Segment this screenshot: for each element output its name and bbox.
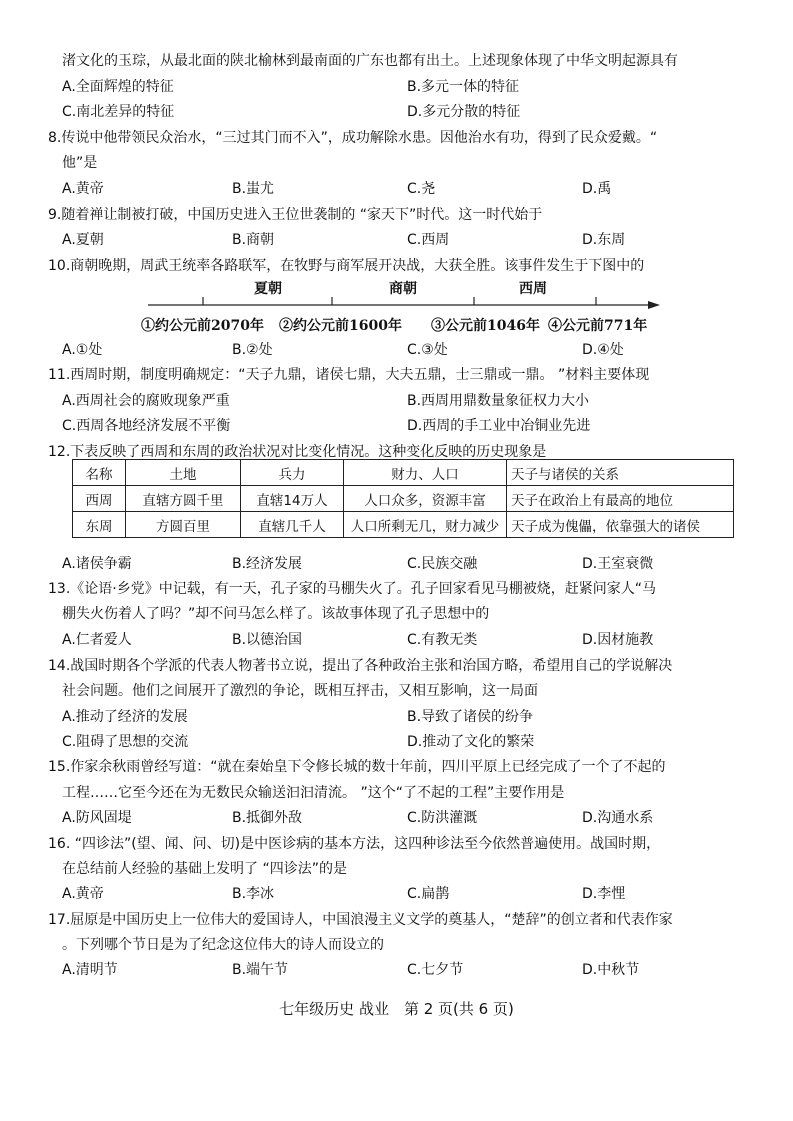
q10-option-c[interactable]: C.③处 [407, 342, 448, 358]
table-cell: 天子成为傀儡，依靠强大的诸侯 [507, 512, 734, 538]
q15-option-c[interactable]: C.防洪灌溉 [407, 810, 478, 826]
q12-option-b[interactable]: B.经济发展 [232, 556, 303, 572]
q9-option-c[interactable]: C.西周 [407, 232, 450, 248]
q13-option-d[interactable]: D.因材施教 [582, 632, 654, 648]
q17-stem-line1: 17.屈原是中国历史上一位伟大的爱国诗人，中国浪漫主义文学的奠基人，“楚辞”的创立者和代表作家 [48, 912, 673, 928]
q16-stem-line1: 16. “四诊法”(望、闻、问、切)是中医诊病的基本方法，这四种诊法至今依然普遍使用。战国时期， [48, 836, 661, 852]
q12-option-d[interactable]: D.王室衰微 [582, 556, 654, 572]
q9-option-a[interactable]: A.夏朝 [62, 232, 104, 248]
table-cell: 天子在政治上有最高的地位 [507, 486, 734, 512]
table-header-cell: 兵力 [241, 460, 344, 486]
q10-option-b[interactable]: B.②处 [232, 342, 273, 358]
q7-option-b[interactable]: B.多元一体的特征 [407, 79, 520, 95]
q17-stem-line2: 。下列哪个节日是为了纪念这位伟大的诗人而设立的 [62, 937, 384, 953]
q7-option-c[interactable]: C.南北差异的特征 [62, 104, 175, 120]
q9-option-b[interactable]: B.商朝 [232, 232, 275, 248]
table-cell: 直辖14万人 [241, 486, 344, 512]
q7-option-d[interactable]: D.多元分散的特征 [407, 104, 521, 120]
q7-stem-end: 渚文化的玉琮，从最北面的陕北榆林到最南面的广东也都有出土。上述现象体现了中华文明起源具有 [62, 53, 678, 69]
q14-option-c[interactable]: C.阻碍了思想的交流 [62, 734, 189, 750]
q17-option-c[interactable]: C.七夕节 [407, 962, 464, 978]
q15-stem-line2: 工程……它至今还在为无数民众输送汩汩清流。 ”这个“了不起的工程”主要作用是 [62, 785, 565, 801]
table-row [73, 486, 734, 512]
q16-option-b[interactable]: B.李冰 [232, 886, 275, 902]
q14-option-a[interactable]: A.推动了经济的发展 [62, 709, 188, 725]
q8-option-d[interactable]: D.禹 [582, 181, 612, 197]
page-footer: 七年级历史 战业 第 2 页(共 6 页) [279, 1000, 514, 1018]
q13-option-c[interactable]: C.有教无类 [407, 632, 478, 648]
q16-stem-line2: 在总结前人经验的基础上发明了 “四诊法”的是 [62, 861, 347, 877]
q15-stem-line1: 15.作家余秋雨曾经写道：“就在秦始皇下令修长城的数十年前，四川平原上已经完成了一个了不起的 [48, 759, 666, 775]
q9-stem: 9.随着禅让制被打破，中国历史进入王位世袭制的 “家天下”时代。这一时代始于 [48, 207, 543, 223]
q13-stem-line2: 棚失火伤着人了吗？”却不问马怎么样了。该故事体现了孔子思想中的 [62, 606, 490, 622]
q14-option-d[interactable]: D.推动了文化的繁荣 [407, 734, 535, 750]
timeline-label-xia: 夏朝 [254, 281, 282, 297]
q16-option-a[interactable]: A.黄帝 [62, 886, 104, 902]
timeline-point-4: ④公元前771年 [548, 318, 648, 334]
q12-stem: 12.下表反映了西周和东周的政治状况对比变化情况。这种变化反映的历史现象是 [48, 444, 547, 460]
table-cell: 东周 [73, 512, 126, 538]
table-row [73, 512, 734, 538]
q15-option-a[interactable]: A.防风固堤 [62, 810, 132, 826]
table-header-cell: 天子与诸侯的关系 [507, 460, 734, 486]
timeline-label-shang: 商朝 [389, 281, 417, 297]
timeline-point-3: ③公元前1046年 [431, 318, 540, 334]
timeline-point-2: ②约公元前1600年 [279, 318, 402, 334]
q11-option-a[interactable]: A.西周社会的腐败现象严重 [62, 393, 230, 409]
table-header-cell: 名称 [73, 460, 126, 486]
timeline-label-western-zhou: 西周 [519, 281, 547, 297]
q17-option-b[interactable]: B.端午节 [232, 962, 289, 978]
q9-option-d[interactable]: D.东周 [582, 232, 626, 248]
q11-option-c[interactable]: C.西周各地经济发展不平衡 [62, 418, 231, 434]
q11-option-b[interactable]: B.西周用鼎数量象征权力大小 [407, 393, 590, 409]
table-cell: 人口众多，资源丰富 [344, 486, 507, 512]
table-cell: 直辖方圆千里 [126, 486, 241, 512]
table-header-row [73, 460, 734, 486]
q15-option-d[interactable]: D.沟通水系 [582, 810, 654, 826]
q14-option-b[interactable]: B.导致了诸侯的纷争 [407, 709, 534, 725]
q8-stem-line2: 他”是 [62, 155, 98, 171]
q10-option-d[interactable]: D.④处 [582, 342, 624, 358]
q13-stem-line1: 13.《论语·乡党》中记载，有一天，孔子家的马棚失火了。孔子回家看见马棚被烧，赶紧问家人“马 [48, 581, 656, 597]
q15-option-b[interactable]: B.抵御外敌 [232, 810, 303, 826]
q8-option-b[interactable]: B.蚩尤 [232, 181, 275, 197]
table-header-cell: 土地 [126, 460, 241, 486]
table-cell: 直辖几千人 [241, 512, 344, 538]
q11-option-d[interactable]: D.西周的手工业中冶铜业先进 [407, 418, 591, 434]
q13-option-a[interactable]: A.仁者爱人 [62, 632, 132, 648]
q10-stem: 10.商朝晚期，周武王统率各路联军，在牧野与商军展开决战，大获全胜。该事件发生于下图中的 [48, 258, 645, 274]
q12-option-a[interactable]: A.诸侯争霸 [62, 556, 132, 572]
q17-option-d[interactable]: D.中秋节 [582, 962, 640, 978]
q14-stem-line2: 社会问题。他们之间展开了激烈的争论，既相互抨击，又相互影响，这一局面 [62, 683, 538, 699]
comparison-table [72, 459, 734, 538]
q14-stem-line1: 14.战国时期各个学派的代表人物著书立说，提出了各种政治主张和治国方略，希望用自己的学说解决 [48, 658, 673, 674]
table-cell: 方圆百里 [126, 512, 241, 538]
q16-option-d[interactable]: D.李悝 [582, 886, 626, 902]
q8-stem-line1: 8.传说中他带领民众治水，“三过其门而不入”，成功解除水患。因他治水有功，得到了民众爱戴。“ [48, 130, 658, 146]
timeline-point-1: ①约公元前2070年 [141, 318, 264, 334]
table-cell: 西周 [73, 486, 126, 512]
q7-option-a[interactable]: A.全面辉煌的特征 [62, 79, 174, 95]
q11-stem: 11.西周时期，制度明确规定：“天子九鼎，诸侯七鼎，大夫五鼎，士三鼎或一鼎。 ”材料主要体现 [48, 367, 650, 383]
q8-option-a[interactable]: A.黄帝 [62, 181, 104, 197]
table-cell: 人口所剩无几，财力减少 [344, 512, 507, 538]
q10-option-a[interactable]: A.①处 [62, 342, 103, 358]
q17-option-a[interactable]: A.清明节 [62, 962, 118, 978]
q8-option-c[interactable]: C.尧 [407, 181, 436, 197]
q16-option-c[interactable]: C.扁鹊 [407, 886, 450, 902]
q12-option-c[interactable]: C.民族交融 [407, 556, 478, 572]
table-header-cell: 财力、人口 [344, 460, 507, 486]
q13-option-b[interactable]: B.以德治国 [232, 632, 303, 648]
